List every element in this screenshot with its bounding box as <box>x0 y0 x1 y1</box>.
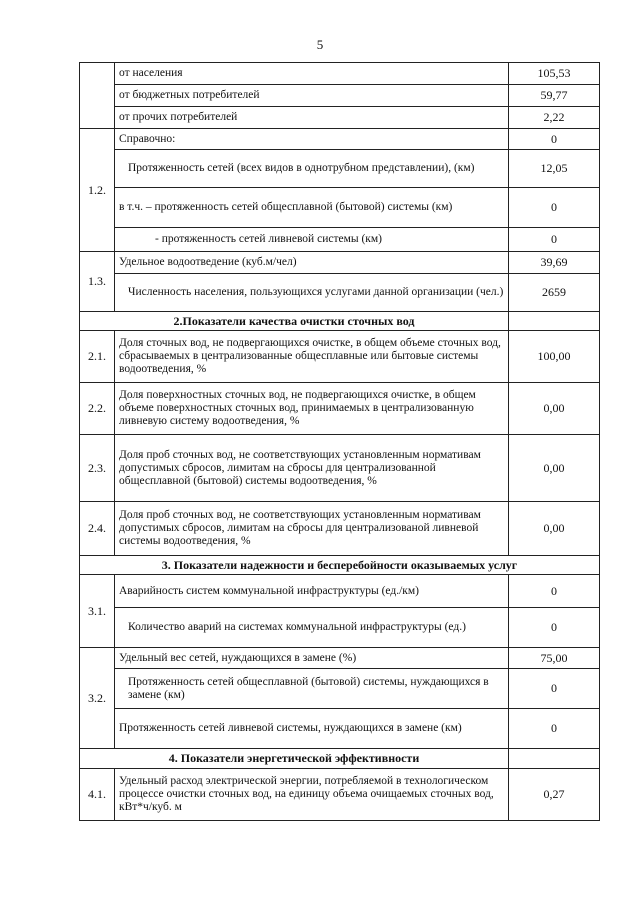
table-row <box>80 383 600 435</box>
table-row <box>80 150 600 188</box>
row-number: 1.2. <box>80 129 115 252</box>
row-number: 2.2. <box>80 383 115 435</box>
table-row <box>80 709 600 749</box>
indicator-text: Аварийность систем коммунальной инфраструктуры (ед./км) <box>115 575 509 608</box>
indicator-text: Протяженность сетей общесплавной (бытовой) системы, нуждающихся в замене (км) <box>115 669 509 709</box>
table-row <box>80 575 600 608</box>
row-number: 2.4. <box>80 502 115 556</box>
table-row <box>80 85 600 107</box>
indicator-text: Удельный расход электрической энергии, потребляемой в технологическом процессе очистки сточных вод, на единицу объема очищаемых сточных вод, кВт*ч/куб. м <box>115 769 509 821</box>
table-row <box>80 107 600 129</box>
indicators-table <box>79 62 600 821</box>
table-row <box>80 648 600 669</box>
indicator-text: Доля сточных вод, не подвергающихся очистке, в общем объеме сточных вод, сбрасываемых в централизованные общесплавные или бытовые системы водоотведения, % <box>115 331 509 383</box>
section-header-row <box>80 556 600 575</box>
indicator-text: Численность населения, пользующихся услугами данной организации (чел.) <box>115 274 509 312</box>
table-row <box>80 331 600 383</box>
row-number: 1.3. <box>80 252 115 312</box>
row-number: 2.3. <box>80 435 115 502</box>
section-header-row <box>80 749 600 769</box>
indicator-value: 2659 <box>509 274 600 312</box>
indicator-value: 0,27 <box>509 769 600 821</box>
indicator-text: от прочих потребителей <box>115 107 509 129</box>
indicator-value: 2,22 <box>509 107 600 129</box>
indicator-value: 0 <box>509 575 600 608</box>
indicator-text: от бюджетных потребителей <box>115 85 509 107</box>
table-row <box>80 63 600 85</box>
table-row <box>80 188 600 228</box>
indicator-text: Доля проб сточных вод, не соответствующих установленным нормативам допустимых сбросов, лимитам на сбросы для централизованной общесплавной (бытовой) системы водоотведения, % <box>115 435 509 502</box>
row-number: 4.1. <box>80 769 115 821</box>
indicator-value: 105,53 <box>509 63 600 85</box>
indicator-value: 0 <box>509 709 600 749</box>
indicator-value: 12,05 <box>509 150 600 188</box>
indicator-text: Удельный вес сетей, нуждающихся в замене (%) <box>115 648 509 669</box>
indicator-value: 75,00 <box>509 648 600 669</box>
table-row <box>80 502 600 556</box>
indicator-text: Справочно: <box>115 129 509 150</box>
section-title: 2.Показатели качества очистки сточных вод <box>80 312 509 331</box>
indicator-value: 59,77 <box>509 85 600 107</box>
indicator-text: - протяженность сетей ливневой системы (км) <box>115 228 509 252</box>
indicator-text: Доля поверхностных сточных вод, не подвергающихся очистке, в общем объеме поверхностных сточных вод, принимаемых в централизованную ливневую систему водоотведения, % <box>115 383 509 435</box>
table-row <box>80 228 600 252</box>
indicator-value: 39,69 <box>509 252 600 274</box>
indicator-value: 0 <box>509 228 600 252</box>
indicator-value: 0,00 <box>509 502 600 556</box>
indicator-value: 0 <box>509 188 600 228</box>
table-row <box>80 252 600 274</box>
indicator-value: 0,00 <box>509 435 600 502</box>
indicator-text: Удельное водоотведение (куб.м/чел) <box>115 252 509 274</box>
row-number <box>80 63 115 129</box>
table-row <box>80 669 600 709</box>
section-title: 4. Показатели энергетической эффективности <box>80 749 509 769</box>
indicator-text: Количество аварий на системах коммунальной инфраструктуры (ед.) <box>115 608 509 648</box>
page-number: 5 <box>316 37 324 52</box>
indicator-value: 0 <box>509 669 600 709</box>
table-row <box>80 769 600 821</box>
indicator-value: 100,00 <box>509 331 600 383</box>
table-row <box>80 129 600 150</box>
section-header-row <box>80 312 600 331</box>
indicator-text: Доля проб сточных вод, не соответствующих установленным нормативам допустимых сбросов, лимитам на сбросы для централизованой ливневой системы водоотведения, % <box>115 502 509 556</box>
row-number: 2.1. <box>80 331 115 383</box>
indicator-text: в т.ч. – протяженность сетей общесплавной (бытовой) системы (км) <box>115 188 509 228</box>
indicator-text: Протяженность сетей ливневой системы, нуждающихся в замене (км) <box>115 709 509 749</box>
table-row <box>80 274 600 312</box>
indicator-value: 0 <box>509 129 600 150</box>
row-number: 3.1. <box>80 575 115 648</box>
row-number: 3.2. <box>80 648 115 749</box>
indicator-value: 0 <box>509 608 600 648</box>
indicator-value: 0,00 <box>509 383 600 435</box>
section-title: 3. Показатели надежности и бесперебойности оказываемых услуг <box>80 556 600 575</box>
table-row <box>80 608 600 648</box>
table-row <box>80 435 600 502</box>
indicator-text: от населения <box>115 63 509 85</box>
indicator-text: Протяженность сетей (всех видов в однотрубном представлении), (км) <box>115 150 509 188</box>
